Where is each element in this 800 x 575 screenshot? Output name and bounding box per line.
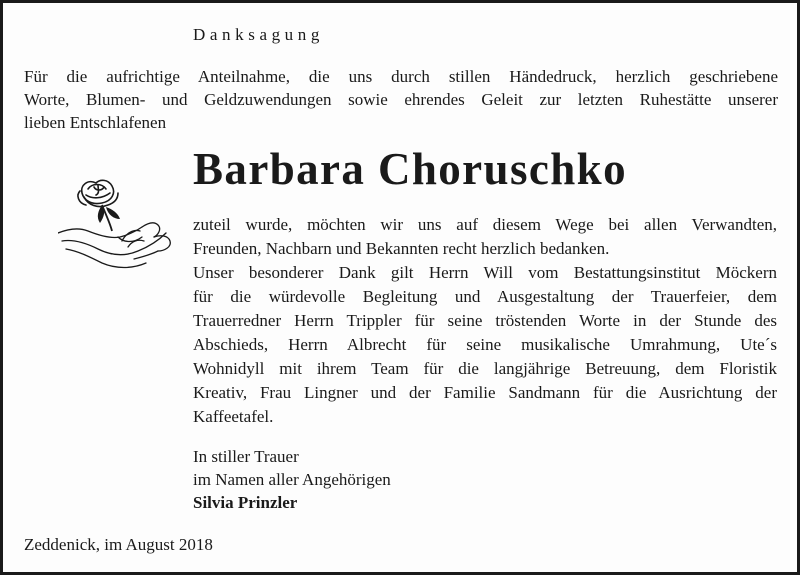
closing-line: im Namen aller Angehörigen (193, 470, 391, 489)
body-line: Kaffeetafel. (193, 407, 274, 426)
rose-in-hands-icon (58, 171, 178, 291)
body-line: Abschieds, Herrn Albrecht für seine musikalische Umrahmung, Ute´s (193, 335, 777, 354)
notice-heading: Danksagung (193, 25, 324, 44)
place-date: Zeddenick, im August 2018 (24, 535, 213, 554)
body-paragraph (193, 213, 777, 429)
body-line: für die würdevolle Begleitung und Ausgestaltung der Trauerfeier, dem (193, 287, 777, 306)
body-line: Wohnidyll mit ihrem Team für die langjährige Betreuung, dem Floristik (193, 359, 777, 378)
body-line: Freunden, Nachbarn und Bekannten recht herzlich bedanken. (193, 239, 610, 258)
signer-name: Silvia Prinzler (193, 493, 298, 512)
intro-line: lieben Entschlafenen (24, 113, 167, 132)
body-line: zuteil wurde, möchten wir uns auf diesem Wege bei allen Verwandten, (193, 215, 777, 234)
closing-block (193, 445, 391, 514)
body-line: Trauerredner Herrn Trippler für seine tröstenden Worte in der Stunde des (193, 311, 777, 330)
body-line: Unser besonderer Dank gilt Herrn Will vom Bestattungsinstitut Möckern (193, 263, 777, 282)
deceased-name: Barbara Choruschko (193, 144, 628, 194)
body-line: Kreativ, Frau Lingner und der Familie Sandmann für die Ausrichtung der (193, 383, 777, 402)
intro-line: Für die aufrichtige Anteilnahme, die uns durch stillen Händedruck, herzlich geschriebene (24, 67, 778, 86)
intro-line: Worte, Blumen- und Geldzuwendungen sowie ehrendes Geleit zur letzten Ruhestätte unserer (24, 90, 778, 109)
intro-paragraph (24, 65, 778, 134)
closing-line: In stiller Trauer (193, 447, 299, 466)
